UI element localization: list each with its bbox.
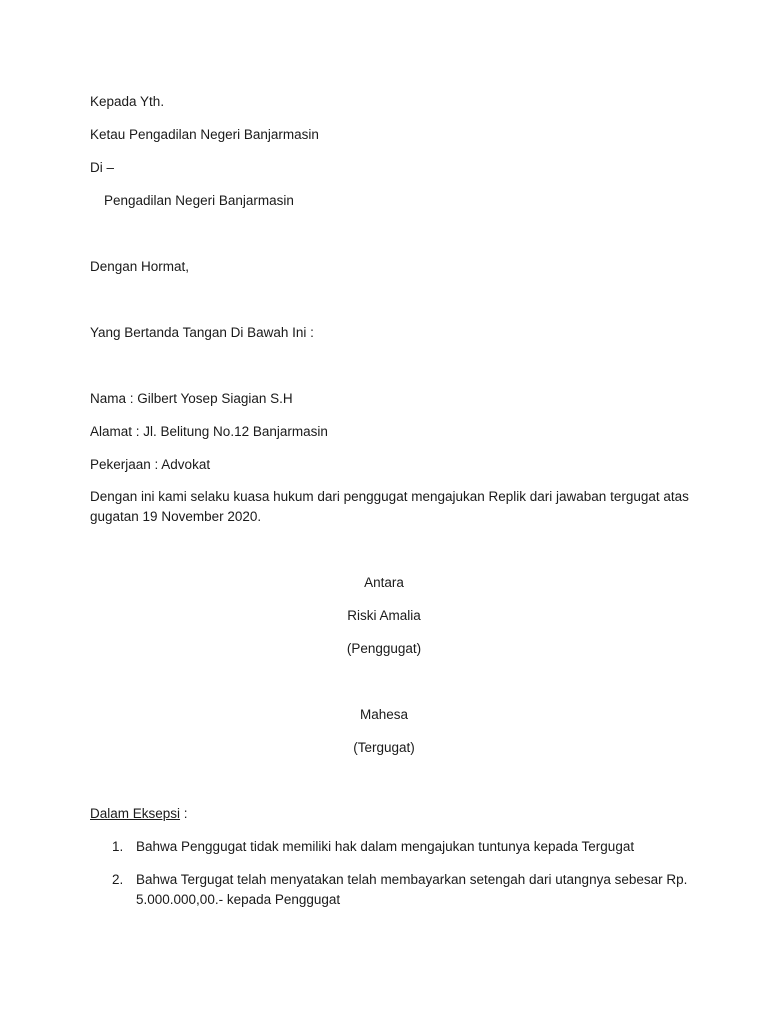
salutation-to: Kepada Yth.	[90, 94, 165, 109]
di-line: Di –	[90, 160, 115, 175]
plaintiff-role: (Penggugat)	[346, 641, 422, 656]
list-text	[136, 870, 692, 910]
intro-line: Yang Bertanda Tangan Di Bawah Ini :	[90, 325, 314, 340]
list-text-part: Bahwa	[136, 872, 181, 887]
recipient-title: Ketau Pengadilan Negeri Banjarmasin	[90, 127, 319, 142]
list-text-part: tidak memiliki hak dalam mengajukan tuntunya kepada	[246, 839, 582, 854]
list-keyword-tergugat: Tergugat	[581, 839, 635, 854]
list-number: 2.	[112, 872, 124, 887]
list-keyword-tergugat: Tergugat	[180, 872, 234, 887]
list-item	[112, 837, 692, 859]
plaintiff-name: Riski Amalia	[347, 608, 421, 623]
recipient-location: Pengadilan Negeri Banjarmasin	[104, 193, 294, 208]
identity-occupation: Pekerjaan : Advokat	[90, 457, 211, 472]
parties-between: Antara	[364, 575, 404, 590]
list-number: 1.	[112, 839, 124, 854]
greeting: Dengan Hormat,	[90, 259, 190, 274]
statement-paragraph: Dengan ini kami selaku kuasa hukum dari penggugat mengajukan Replik dari jawaban tergugat atas gugatan 19 November 2020.	[90, 489, 689, 524]
list-keyword-penggugat: Penggugat	[181, 839, 247, 854]
list-text	[136, 837, 696, 857]
exception-heading-text: Dalam Eksepsi	[90, 806, 181, 821]
defendant-name: Mahesa	[359, 707, 409, 722]
identity-address: Alamat : Jl. Belitung No.12 Banjarmasin	[90, 424, 328, 439]
defendant-role: (Tergugat)	[353, 740, 415, 755]
list-text-part: Bahwa	[136, 839, 182, 854]
list-item	[112, 870, 692, 912]
list-keyword-penggugat: Penggugat	[274, 892, 341, 907]
exception-heading	[90, 804, 188, 824]
exception-heading-colon: :	[180, 806, 188, 821]
identity-name: Nama : Gilbert Yosep Siagian S.H	[90, 391, 293, 406]
list-text-part: telah menyatakan telah membayarkan setengah dari utangnya sebesar Rp. 5.000.000,00.- kepada	[136, 872, 688, 907]
